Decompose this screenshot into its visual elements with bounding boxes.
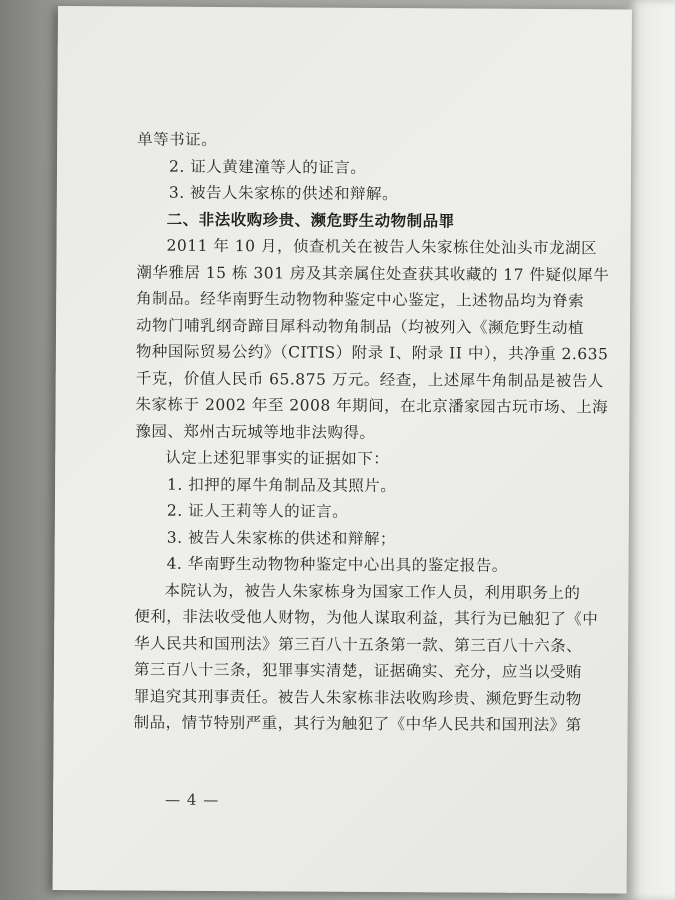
- evidence-item: 4. 华南野生动物物种鉴定中心出具的鉴定报告。: [166, 554, 508, 575]
- page-number: — 4 —: [165, 790, 220, 809]
- document-page: [53, 6, 632, 893]
- paragraph-line: 制品，情节特别严重，其行为触犯了《中华人民共和国刑法》第: [133, 713, 582, 735]
- paragraph-line: 便利，非法收受他人财物，为他人谋取利益，其行为已触犯了《中: [134, 607, 599, 629]
- paragraph-line: 罪追究其刑事责任。被告人朱家栋非法收购珍贵、濒危野生动物: [133, 686, 582, 708]
- paragraph-line: 华人民共和国刑法》第三百八十五条第一款、第三百八十六条、: [134, 633, 583, 655]
- text-line: 单等书证。: [137, 130, 218, 149]
- paragraph-line: 物种国际贸易公约》（CITIS）附录 I、附录 II 中），共净重 2.635: [135, 342, 609, 364]
- evidence-item: 2. 证人王莉等人的证言。: [166, 501, 349, 521]
- paragraph-line: 千克，价值人民币 65.875 万元。经查，上述犀牛角制品是被告人: [135, 368, 604, 390]
- paragraph-line: 本院认为，被告人朱家栋身为国家工作人员，利用职务上的: [164, 581, 581, 602]
- evidence-intro: 认定上述犯罪事实的证据如下：: [165, 448, 390, 469]
- paragraph-line: 动物门哺乳纲奇蹄目犀科动物角制品（均被列入《濒危野生动植: [135, 315, 585, 337]
- evidence-item: 3. 被告人朱家栋的供述和辩解；: [166, 528, 397, 548]
- evidence-item: 2. 证人黄建潼等人的证言。: [168, 157, 367, 177]
- document-body: [134, 126, 638, 739]
- evidence-item: 3. 被告人朱家栋的供述和辩解。: [168, 183, 399, 204]
- paragraph-line: 第三百八十三条，犯罪事实清楚，证据确实、充分，应当以受贿: [133, 660, 583, 682]
- paragraph-line: 角制品。经华南野生动物物种鉴定中心鉴定，上述物品均为脊索: [136, 289, 585, 311]
- evidence-item: 1. 扣押的犀牛角制品及其照片。: [167, 475, 397, 495]
- paragraph-line: 潮华雅居 15 栋 301 房及其亲属住处查获其收藏的 17 件疑似犀牛: [136, 262, 610, 284]
- section-heading: 二、非法收购珍贵、濒危野生动物制品罪: [166, 210, 455, 230]
- paragraph-line: 朱家栋于 2002 年至 2008 年期间，在北京潘家园古玩市场、上海: [135, 395, 609, 417]
- paragraph-line: 豫园、郑州古玩城等地非法购得。: [135, 421, 376, 442]
- paragraph-line: 2011 年 10 月，侦查机关在被告人朱家栋住处汕头市龙湖区: [166, 236, 598, 258]
